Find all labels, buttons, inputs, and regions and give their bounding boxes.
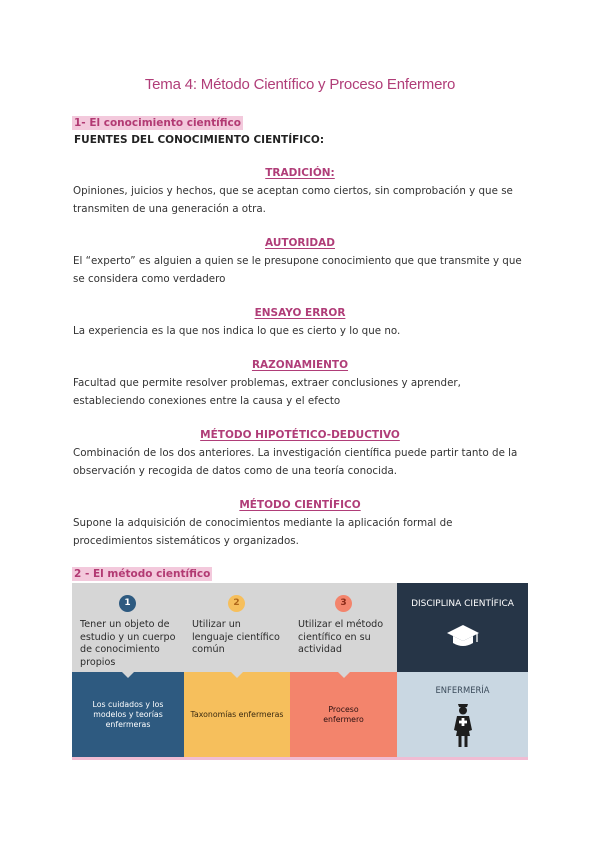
topic-text-hipotetico-deductivo: Combinación de los dos anteriores. La investigación científica puede partir tanto de la observación y recogida de datos como de una teoría conocida. <box>73 447 518 477</box>
topic-text-ensayo-error: La experiencia es la que nos indica lo que es cierto y lo que no. <box>73 325 401 337</box>
page-title: Tema 4: Método Científico y Proceso Enfermero <box>144 76 456 93</box>
topic-heading-tradicion: TRADICIÓN: <box>265 167 335 179</box>
step-1-number: 1 <box>119 595 136 612</box>
step-3-number: 3 <box>335 595 352 612</box>
topic-heading-autoridad: AUTORIDAD <box>265 237 335 249</box>
step-1-notch <box>121 671 135 678</box>
step-1-card <box>72 583 184 672</box>
section-2-label: 2 - El método científico <box>74 568 211 580</box>
topic-text-metodo-cientifico: Supone la adquisición de conocimientos mediante la aplicación formal de procedimientos sistemáticos y organizados. <box>73 517 453 547</box>
step-2-tile: Taxonomías enfermeras <box>184 672 290 757</box>
discipline-panel <box>397 583 528 672</box>
topic-heading-razonamiento: RAZONAMIENTO <box>251 359 349 371</box>
topic-text-razonamiento: Facultad que permite resolver problemas, extraer conclusiones y aprender, estableciendo conexiones entre la causa y el efecto <box>73 377 461 407</box>
topic-heading-metodo-cientifico: MÉTODO CIENTÍFICO <box>239 499 361 511</box>
topic-text-tradicion: Opiniones, juicios y hechos, que se aceptan como ciertos, sin comprobación y que se transmiten de una generación a otra. <box>73 185 513 215</box>
step-1-tile: Los cuidados y los modelos y teorías enfermeras <box>72 672 184 757</box>
step-3-card <box>290 583 397 672</box>
section-1-label: 1- El conocimiento científico <box>74 117 241 129</box>
step-3-notch <box>337 671 351 678</box>
nursing-panel <box>397 672 528 757</box>
step-3-text: Utilizar el método científico en su actividad <box>298 619 384 655</box>
graduation-cap-icon <box>446 623 480 649</box>
step-2-number: 2 <box>228 595 245 612</box>
infographic-underline <box>72 757 528 760</box>
topic-text-autoridad: El “experto” es alguien a quien se le presupone conocimiento que que transmite y que se considera como verdadero <box>73 255 522 285</box>
topic-heading-hipotetico-deductivo: MÉTODO HIPOTÉTICO-DEDUCTIVO <box>200 429 400 441</box>
discipline-label: DISCIPLINA CIENTÍFICA <box>411 599 514 609</box>
step-3-tile: Proceso enfermero <box>290 672 397 757</box>
scientific-method-infographic <box>72 583 528 757</box>
step-1-text: Tener un objeto de estudio y un cuerpo de conocimiento propios <box>80 619 176 668</box>
step-2-notch <box>230 671 244 678</box>
step-2-card <box>184 583 290 672</box>
nurse-icon <box>453 700 473 748</box>
topic-heading-ensayo-error: ENSAYO ERROR <box>254 307 346 319</box>
nursing-label: ENFERMERÍA <box>435 685 490 695</box>
section-1-subheading: FUENTES DEL CONOCIMIENTO CIENTÍFICO: <box>74 134 325 146</box>
step-2-text: Utilizar un lenguaje científico común <box>192 619 280 655</box>
